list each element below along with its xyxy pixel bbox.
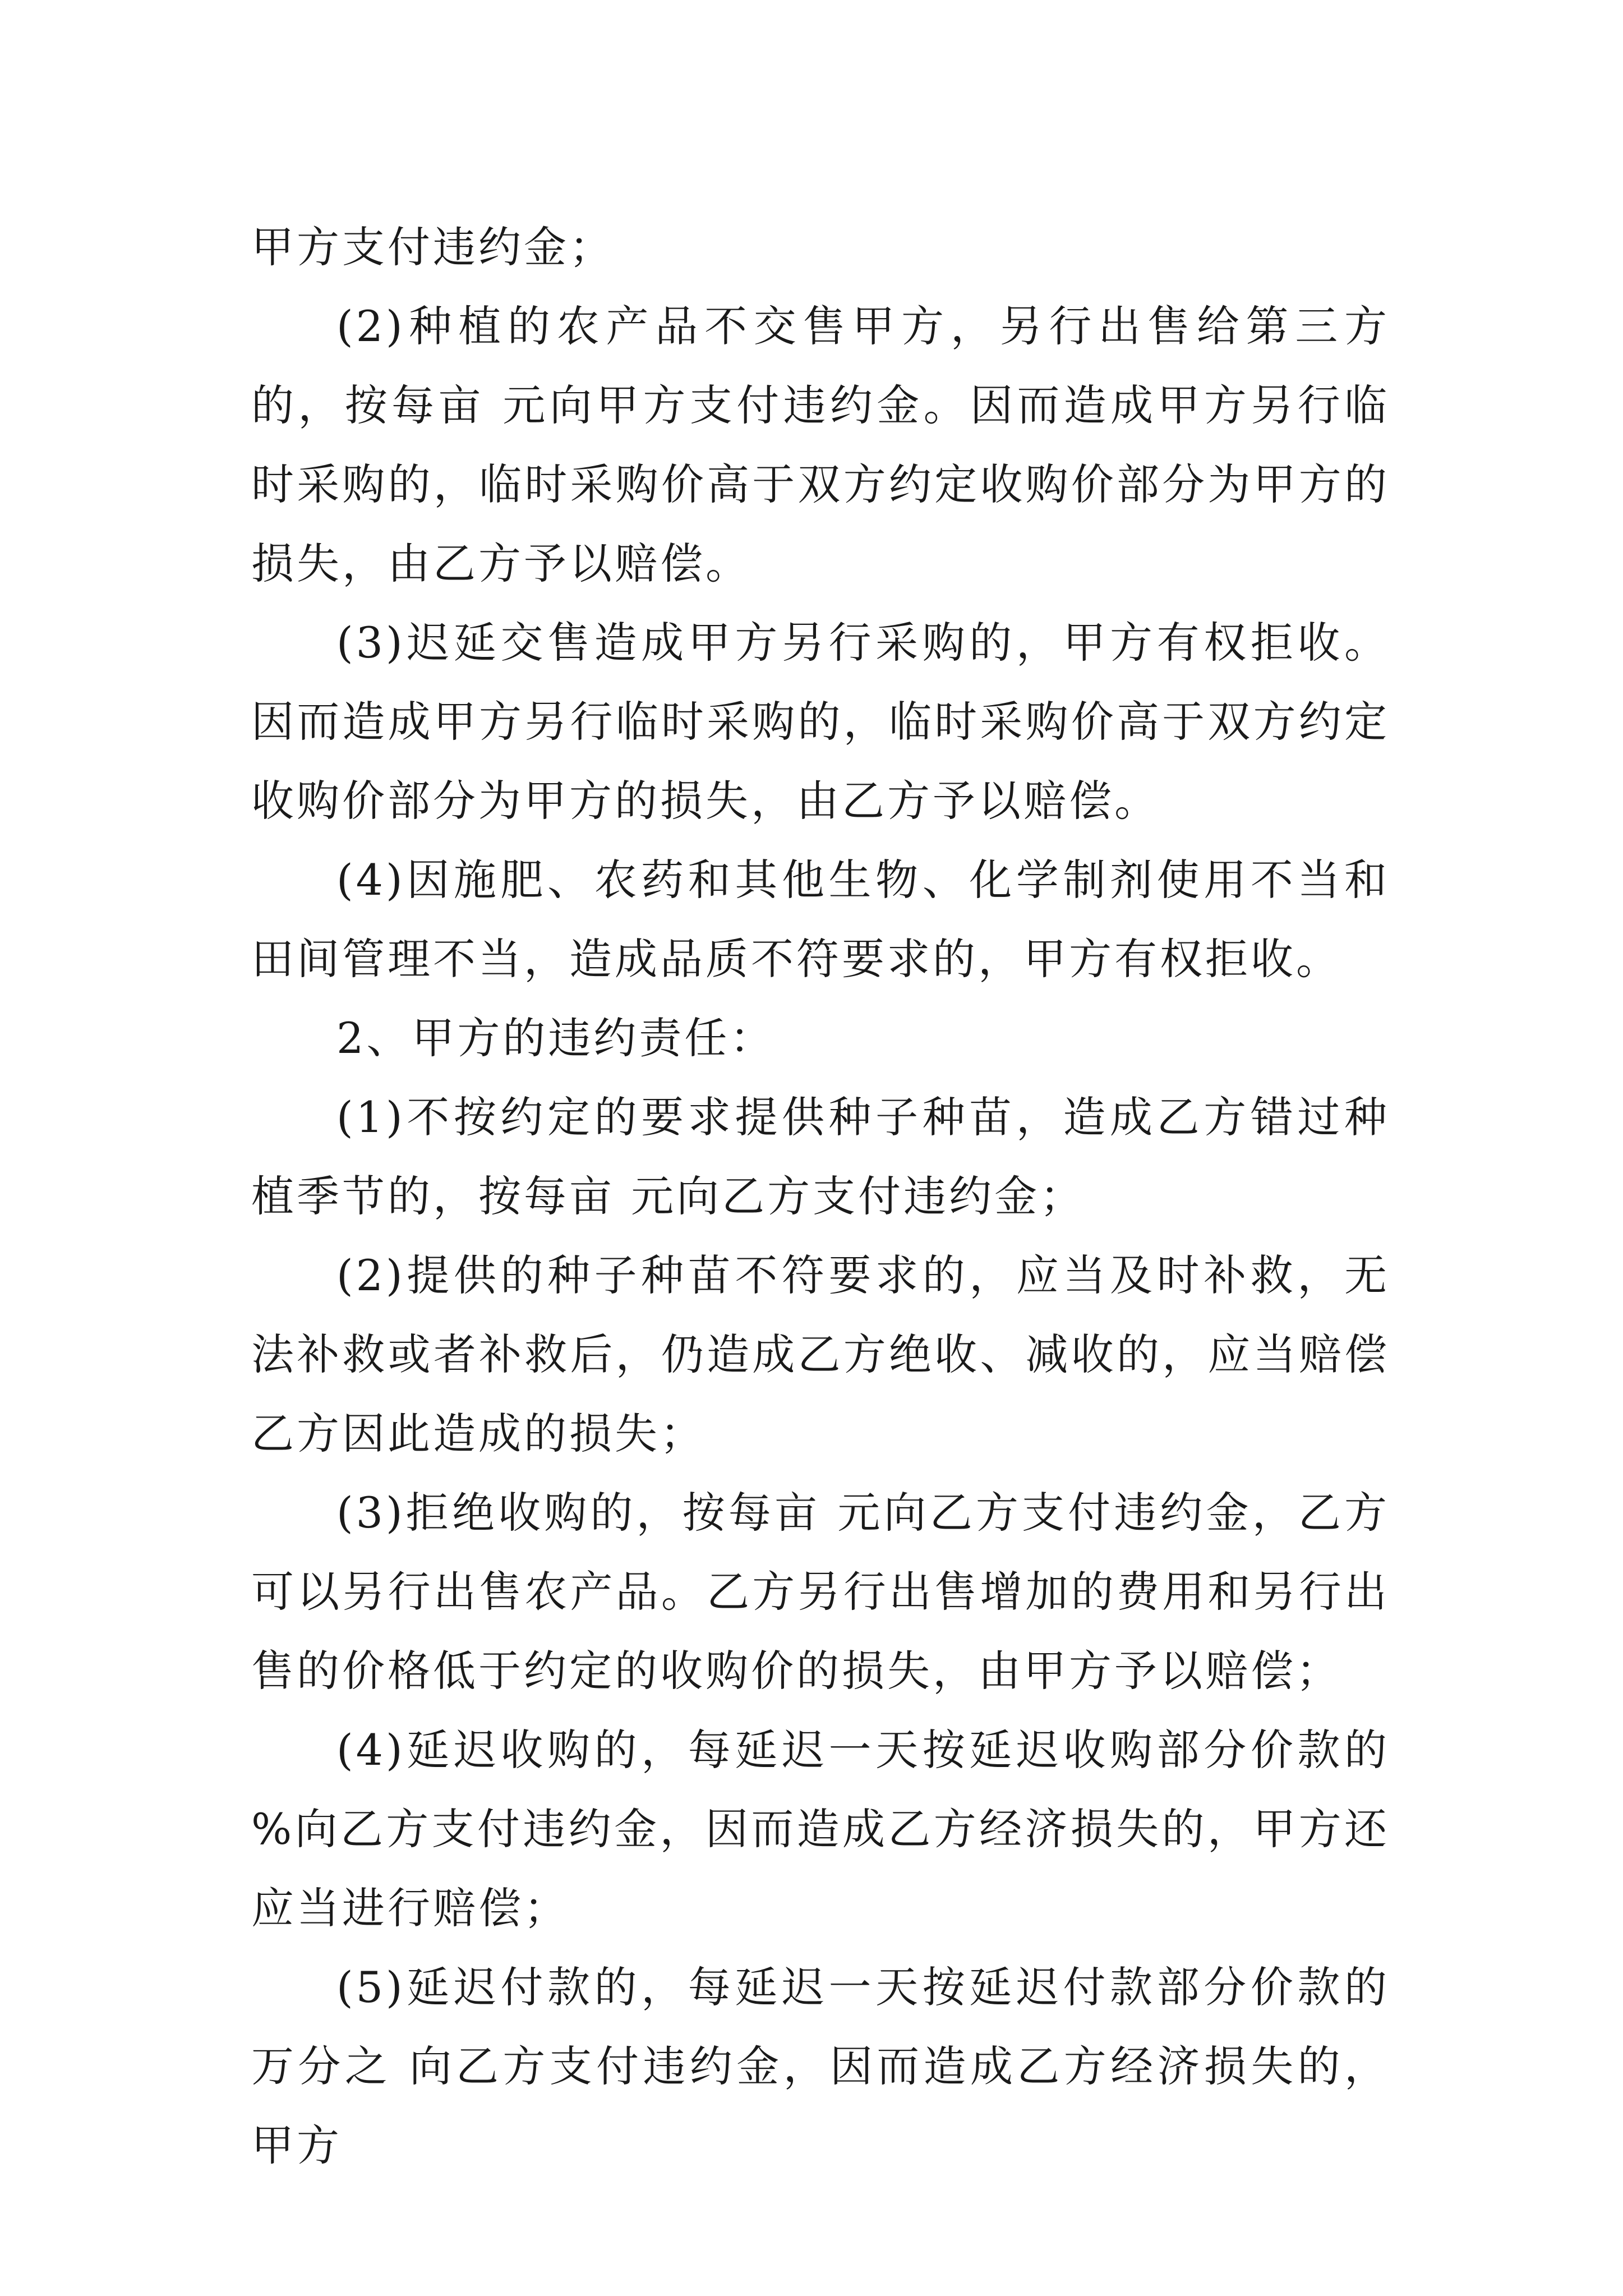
section-heading-party-a-liability: 2、甲方的违约责任： xyxy=(336,1013,776,1063)
paragraph-a-clause-1: (1)不按约定的要求提供种子种苗，造成乙方错过种植季节的，按每亩 元向乙方支付违约金； xyxy=(251,1092,1390,1221)
paragraph-a-clause-5: (5)延迟付款的，每延迟一天按延迟付款部分价款的万分之 向乙方支付违约金，因而造成乙方经济损失的，甲方 xyxy=(251,1962,1390,2170)
paragraph-a-clause-3: (3)拒绝收购的，按每亩 元向乙方支付违约金，乙方可以另行出售农产品。乙方另行出售增加的费用和另行出售的价格低于约定的收购价的损失，由甲方予以赔偿； xyxy=(251,1488,1390,1696)
paragraph-a-clause-2: (2)提供的种子种苗不符要求的，应当及时补救，无法补救或者补救后，仍造成乙方绝收、减收的，应当赔偿乙方因此造成的损失； xyxy=(251,1250,1390,1458)
paragraph-clause-4: (4)因施肥、农药和其他生物、化学制剂使用不当和田间管理不当，造成品质不符要求的，甲方有权拒收。 xyxy=(251,855,1390,984)
paragraph-a-clause-4: (4)延迟收购的，每延迟一天按延迟收购部分价款的 %向乙方支付违约金，因而造成乙方经济损失的，甲方还应当进行赔偿； xyxy=(251,1725,1390,1933)
paragraph-clause-2: (2)种植的农产品不交售甲方，另行出售给第三方的，按每亩 元向甲方支付违约金。因而造成甲方另行临时采购的，临时采购价高于双方约定收购价部分为甲方的损失，由乙方予以赔偿。 xyxy=(251,301,1390,588)
paragraph-clause-3: (3)迟延交售造成甲方另行采购的，甲方有权拒收。因而造成甲方另行临时采购的，临时采购价高于双方约定收购价部分为甲方的损失，由乙方予以赔偿。 xyxy=(251,618,1390,826)
paragraph-continuation: 甲方支付违约金； xyxy=(251,222,615,272)
document-body xyxy=(251,208,1390,2185)
